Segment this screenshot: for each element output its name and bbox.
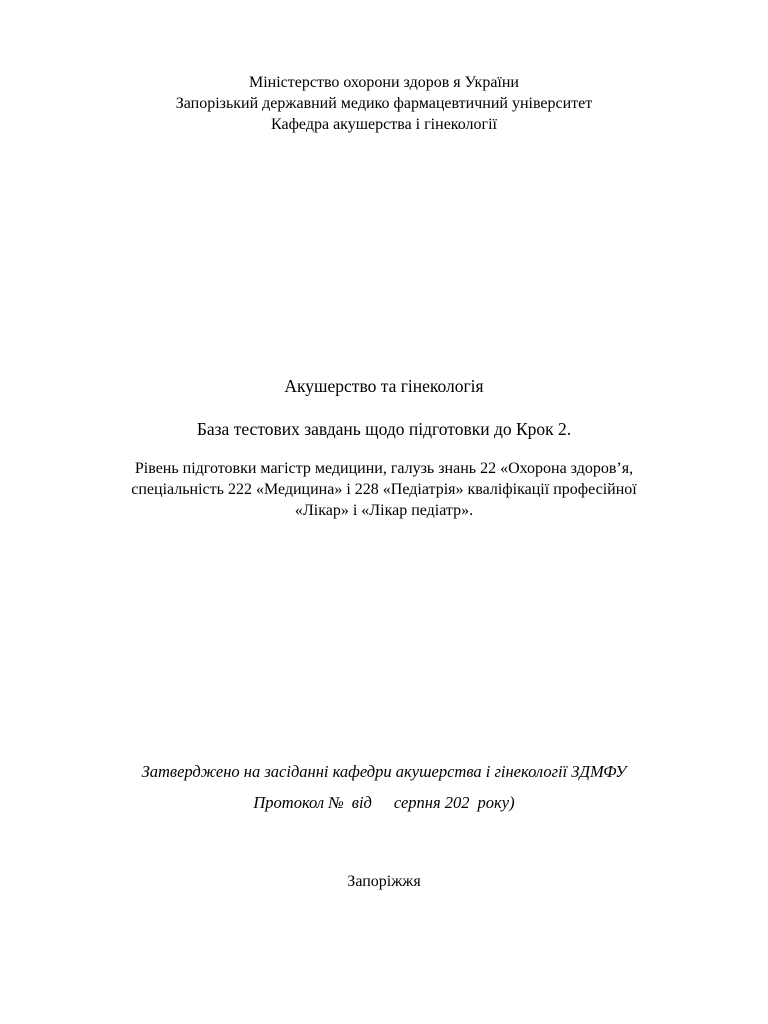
description-line-1: Рівень підготовки магістр медицини, галузь знань 22 «Охорона здоров’я, [134, 460, 634, 477]
protocol-month: серпня 202 [393, 793, 470, 812]
ministry-name: Міністерство охорони здоров я України [249, 74, 519, 91]
protocol-label: Протокол № [253, 793, 344, 812]
description-line-2: спеціальність 222 «Медицина» і 228 «Педіатрія» кваліфікації професійної [131, 481, 637, 498]
description-line-3: «Лікар» і «Лікар педіатр». [294, 502, 474, 519]
department-name: Кафедра акушерства і гінекології [271, 116, 497, 133]
protocol-from-label: від [351, 793, 372, 812]
subject-title: Акушерство та гінекологія [284, 376, 484, 396]
protocol-line [0, 795, 768, 812]
city-name: Запоріжжя [347, 873, 421, 890]
protocol-year-suffix: року) [477, 793, 515, 812]
test-base-title: База тестових завдань щодо підготовки до Крок 2. [196, 419, 572, 439]
approval-statement: Затверджено на засіданні кафедри акушерства і гінекології ЗДМФУ [141, 762, 627, 781]
university-name: Запорізький державний медико фармацевтичний університет [175, 95, 593, 112]
